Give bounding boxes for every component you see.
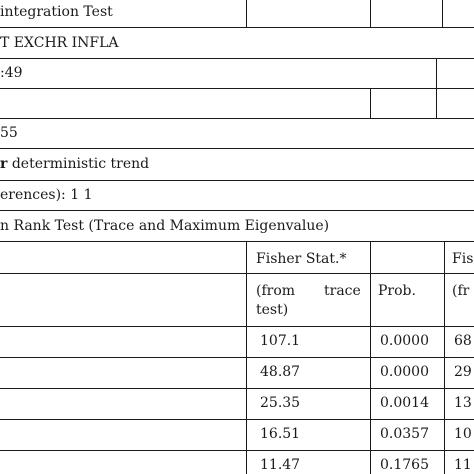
rule (0, 357, 474, 358)
rule (0, 450, 474, 451)
lag-interval: erences): 1 1 (0, 187, 93, 203)
rule (370, 88, 371, 119)
rule (0, 273, 474, 274)
rule (0, 210, 474, 211)
rule (0, 88, 474, 89)
from-trace-label: (from (256, 283, 296, 299)
rank-test-heading: n Rank Test (Trace and Maximum Eigenvalue) (0, 218, 330, 234)
rule (246, 0, 247, 28)
prob-cell: 0.0357 (380, 426, 429, 442)
rule (0, 388, 474, 389)
max-stat-cell: 13 (454, 395, 472, 411)
prob-cell: 0.0000 (380, 364, 429, 380)
max-stat-cell: 10 (454, 426, 472, 442)
rule (246, 241, 247, 474)
prob-cell: 0.0000 (380, 333, 429, 349)
rule (0, 180, 474, 181)
fisher-trace-header: Fisher Stat.* (256, 251, 347, 267)
prob-cell: 0.0014 (380, 395, 429, 411)
rule (0, 58, 474, 59)
rule (0, 118, 474, 119)
rule (0, 326, 474, 327)
rule (370, 241, 371, 474)
from-max-label: (fr (452, 283, 470, 299)
max-stat-cell: 68 (454, 333, 472, 349)
rule (436, 88, 437, 119)
observation-count: 55 (0, 125, 18, 141)
trend-assumption-bold: r (0, 156, 8, 172)
prob-cell: 0.1765 (380, 457, 429, 473)
rule (0, 27, 474, 28)
rule (444, 241, 445, 474)
test-title: integration Test (0, 4, 113, 20)
trend-assumption (0, 156, 149, 173)
rule (0, 148, 474, 149)
prob-header: Prob. (378, 283, 416, 299)
fisher-max-header: Fis (452, 251, 474, 267)
test-word-label: test) (256, 302, 289, 318)
rule (0, 241, 474, 242)
max-stat-cell: 29 (454, 364, 472, 380)
rule (0, 419, 474, 420)
rule (436, 58, 437, 89)
max-stat-cell: 11 (454, 457, 472, 473)
trace-stat-cell: 25.35 (260, 395, 301, 411)
trace-stat-cell: 16.51 (260, 426, 301, 442)
rule (442, 0, 443, 28)
rule (370, 0, 371, 28)
trace-stat-cell: 107.1 (260, 333, 301, 349)
trace-word-label: trace (324, 283, 361, 299)
trend-assumption-text: deterministic trend (7, 156, 150, 172)
series-list: T EXCHR INFLA (0, 35, 119, 51)
sample-range: :49 (0, 65, 23, 81)
trace-stat-cell: 48.87 (260, 364, 301, 380)
trace-stat-cell: 11.47 (260, 457, 301, 473)
